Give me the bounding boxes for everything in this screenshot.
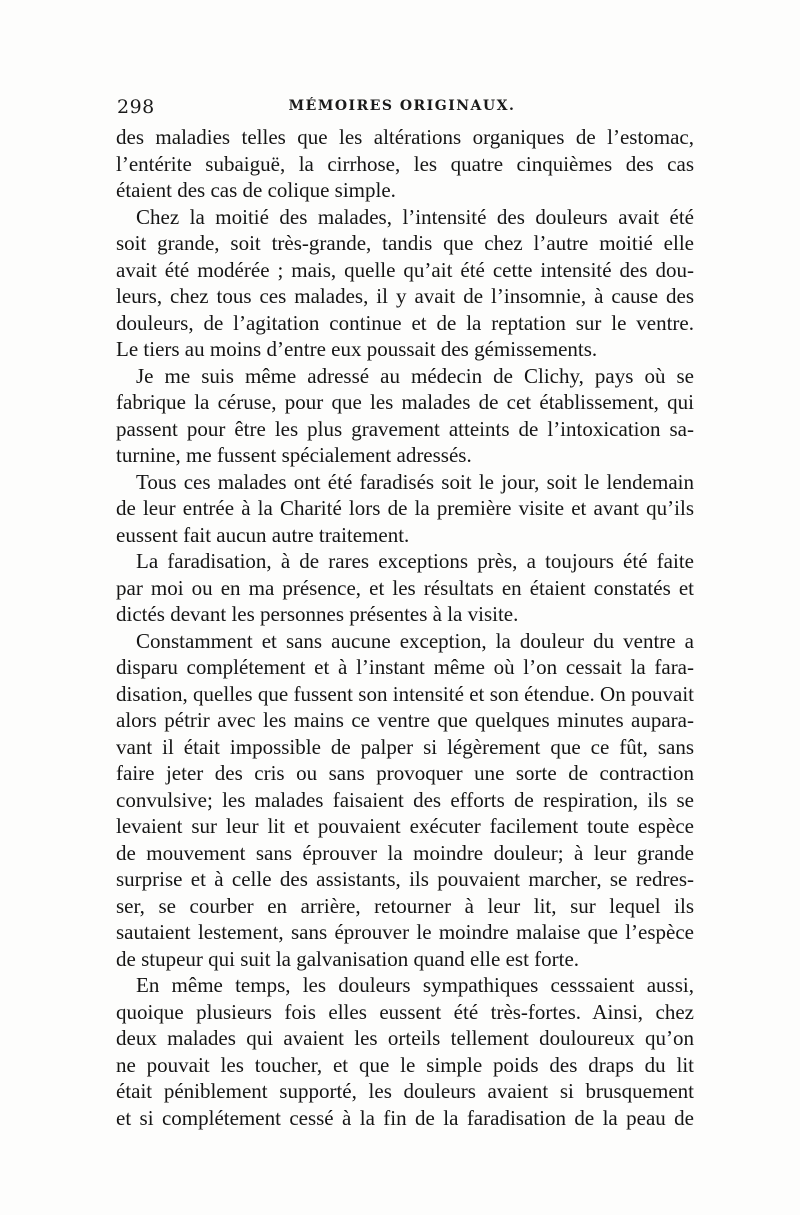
text-line: de leur entrée à la Charité lors de la première visite et avant qu’ils (116, 496, 694, 520)
text-line: des maladies telles que les altérations organiques de l’estomac, (116, 125, 694, 149)
text-line: fabrique la céruse, pour que les malades de cet établissement, qui (116, 390, 694, 414)
text-line: douleurs, de l’agitation continue et de la reptation sur le ventre. (116, 310, 694, 335)
text-line: était péniblement supporté, les douleurs avaient si brusquement (116, 1079, 694, 1103)
text-line: vant il était impossible de palper si légèrement que ce fût, sans (116, 734, 694, 759)
text-line: l’entérite subaiguë, la cirrhose, les quatre cinquièmes des cas (116, 151, 694, 176)
text-line: avait été modérée ; mais, quelle qu’ait été cette intensité des dou- (116, 257, 694, 282)
text-line: étaient des cas de colique simple. (116, 178, 396, 202)
text-line: disparu complétement et à l’instant même où l’on cessait la fara- (116, 655, 694, 679)
text-line: levaient sur leur lit et pouvaient exécuter facilement toute espèce (116, 814, 694, 838)
body-text (116, 124, 694, 1131)
text-line: Je me suis même adressé au médecin de Clichy, pays où se (136, 363, 694, 388)
text-line: ne pouvait les toucher, et que le simple poids des draps du lit (116, 1052, 694, 1077)
text-line: Le tiers au moins d’entre eux poussait des gémissements. (116, 337, 598, 361)
text-line: eussent fait aucun autre traitement. (116, 522, 410, 547)
text-line: alors pétrir avec les mains ce ventre que quelques minutes aupara- (116, 708, 694, 732)
page-number: 298 (117, 96, 155, 118)
text-line: soit grande, soit très-grande, tandis que chez l’autre moitié elle (116, 231, 694, 255)
text-line: par moi ou en ma présence, et les résultats en étaient constatés et (116, 575, 694, 600)
text-line: deux malades qui avaient les orteils tellement douloureux qu’on (116, 1026, 694, 1050)
text-line: Tous ces malades ont été faradisés soit le jour, soit le lendemain (136, 469, 694, 494)
text-line: convulsive; les malades faisaient des efforts de respiration, ils se (116, 787, 694, 812)
text-line: de mouvement sans éprouver la moindre douleur; à leur grande (116, 840, 694, 865)
text-line: et si complétement cessé à la fin de la faradisation de la peau de (116, 1105, 694, 1130)
text-line: surprise et à celle des assistants, ils pouvaient marcher, se redres- (116, 867, 694, 891)
text-line: leurs, chez tous ces malades, il y avait de l’insomnie, à cause des (116, 284, 694, 308)
text-line: sautaient lestement, sans éprouver le moindre malaise que l’espèce (116, 920, 694, 944)
text-line: La faradisation, à de rares exceptions près, a toujours été faite (136, 549, 694, 573)
text-line: En même temps, les douleurs sympathiques cesssaient aussi, (136, 973, 694, 997)
text-line: faire jeter des cris ou sans provoquer une sorte de contraction (116, 761, 694, 785)
text-line: Constamment et sans aucune exception, la douleur du ventre a (136, 628, 694, 653)
text-line: ser, se courber en arrière, retourner à leur lit, sur lequel ils (116, 893, 694, 918)
text-line: Chez la moitié des malades, l’intensité des douleurs avait été (136, 204, 694, 229)
text-line: turnine, me fussent spécialement adressés. (116, 443, 472, 467)
text-line: de stupeur qui suit la galvanisation quand elle est forte. (116, 946, 580, 971)
text-line: disation, quelles que fussent son intensité et son étendue. On pouvait (116, 681, 694, 706)
text-line: passent pour être les plus gravement atteints de l’intoxication sa- (116, 416, 694, 441)
text-line: quoique plusieurs fois elles eussent été très-fortes. Ainsi, chez (116, 999, 694, 1024)
text-line: dictés devant les personnes présentes à la visite. (116, 602, 519, 626)
running-title: MÉMOIRES ORIGINAUX. (288, 98, 516, 114)
page-header (117, 96, 687, 120)
